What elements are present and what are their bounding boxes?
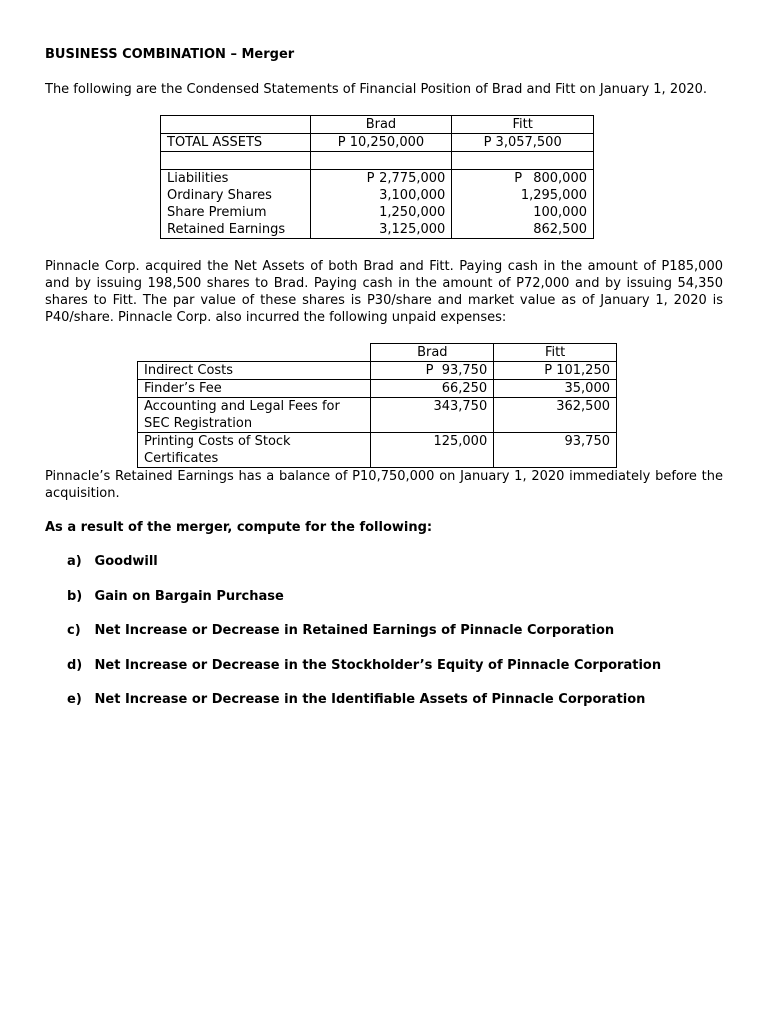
total-assets-label: TOTAL ASSETS xyxy=(161,134,311,152)
currency-prefix: P xyxy=(514,171,523,186)
question-label: a) xyxy=(67,554,82,569)
fitt-liabilities xyxy=(458,170,587,187)
expense-fitt: 35,000 xyxy=(494,380,617,398)
question-list xyxy=(67,553,661,726)
equity-block-row xyxy=(161,170,594,239)
intro-paragraph: The following are the Condensed Statements of Financial Position of Brad and Fitt on January 1, 2020. xyxy=(45,82,708,97)
fitt-share-premium: 100,000 xyxy=(533,205,587,220)
question-label: e) xyxy=(67,692,82,707)
fitt-values-cell xyxy=(452,170,594,239)
question-label: b) xyxy=(67,588,83,604)
row-label-liabilities: Liabilities xyxy=(167,171,229,186)
question-text: Net Increase or Decrease in the Stockholder’s Equity of Pinnacle Corporation xyxy=(94,657,662,673)
question-text: Net Increase or Decrease in the Identifiable Assets of Pinnacle Corporation xyxy=(94,692,646,707)
equity-labels-cell xyxy=(161,170,311,239)
fitt-retained-earnings: 862,500 xyxy=(533,222,587,237)
brad-ordinary-shares: 3,100,000 xyxy=(379,188,446,203)
compute-instruction: As a result of the merger, compute for the following: xyxy=(45,520,433,535)
question-label: c) xyxy=(67,623,81,638)
expense-fitt: P 101,250 xyxy=(494,362,617,380)
table-row xyxy=(138,362,617,380)
list-item xyxy=(67,553,661,588)
fitt-ordinary-shares: 1,295,000 xyxy=(520,188,587,203)
question-label: d) xyxy=(67,657,83,673)
expense-brad: 343,750 xyxy=(371,398,494,433)
list-item xyxy=(67,691,661,726)
brad-share-premium: 1,250,000 xyxy=(379,205,446,220)
total-assets-fitt: P 3,057,500 xyxy=(452,134,594,152)
financial-position-table xyxy=(160,115,594,239)
header-blank-cell xyxy=(161,116,311,134)
question-text: Net Increase or Decrease in Retained Earnings of Pinnacle Corporation xyxy=(94,623,615,638)
document-heading: BUSINESS COMBINATION – Merger xyxy=(45,47,295,62)
total-assets-brad: P 10,250,000 xyxy=(310,134,452,152)
expense-brad: P 93,750 xyxy=(371,362,494,380)
unpaid-expenses-table xyxy=(137,343,617,468)
question-text: Goodwill xyxy=(94,554,158,569)
list-item xyxy=(67,657,661,692)
header-fitt: Fitt xyxy=(494,344,617,362)
spacer-cell xyxy=(161,152,311,170)
currency-prefix: P xyxy=(366,171,375,186)
row-label-retained-earnings: Retained Earnings xyxy=(167,222,286,237)
spacer-cell xyxy=(452,152,594,170)
expense-label: Finder’s Fee xyxy=(138,380,371,398)
expense-label: Printing Costs of Stock Certificates xyxy=(138,433,371,468)
spacer-row xyxy=(161,152,594,170)
row-label-share-premium: Share Premium xyxy=(167,205,267,220)
total-assets-row xyxy=(161,134,594,152)
list-item xyxy=(67,622,661,657)
expense-label: Accounting and Legal Fees for SEC Registration xyxy=(138,398,371,433)
question-text: Gain on Bargain Purchase xyxy=(94,588,284,604)
header-brad: Brad xyxy=(310,116,452,134)
brad-liabilities-value: 2,775,000 xyxy=(379,171,446,186)
expense-brad: 125,000 xyxy=(371,433,494,468)
table-header-row xyxy=(138,344,617,362)
spacer-cell xyxy=(310,152,452,170)
header-brad: Brad xyxy=(371,344,494,362)
expense-brad: 66,250 xyxy=(371,380,494,398)
table-row xyxy=(138,398,617,433)
fitt-liabilities-value: 800,000 xyxy=(533,171,587,186)
header-fitt: Fitt xyxy=(452,116,594,134)
row-label-ordinary-shares: Ordinary Shares xyxy=(167,188,272,203)
table-header-row xyxy=(161,116,594,134)
brad-liabilities xyxy=(317,170,446,187)
table-row xyxy=(138,380,617,398)
expense-label: Indirect Costs xyxy=(138,362,371,380)
table-row xyxy=(138,433,617,468)
brad-retained-earnings: 3,125,000 xyxy=(379,222,446,237)
acquisition-paragraph: Pinnacle Corp. acquired the Net Assets of both Brad and Fitt. Paying cash in the amount of P185,000 and by issuing 198,500 shares to Brad. Paying cash in the amount of P72,000 and by issuing 54,350 shares to Fitt. The par value of these shares is P30/share and market value as of January 1, 2020 is P40/share. Pinnacle Corp. also incurred the following unpaid expenses: xyxy=(45,259,723,325)
list-item xyxy=(67,588,661,623)
expense-fitt: 93,750 xyxy=(494,433,617,468)
brad-values-cell xyxy=(310,170,452,239)
expense-fitt: 362,500 xyxy=(494,398,617,433)
retained-earnings-paragraph: Pinnacle’s Retained Earnings has a balance of P10,750,000 on January 1, 2020 immediately before the acquisition. xyxy=(45,469,723,501)
header-blank-cell xyxy=(138,344,371,362)
